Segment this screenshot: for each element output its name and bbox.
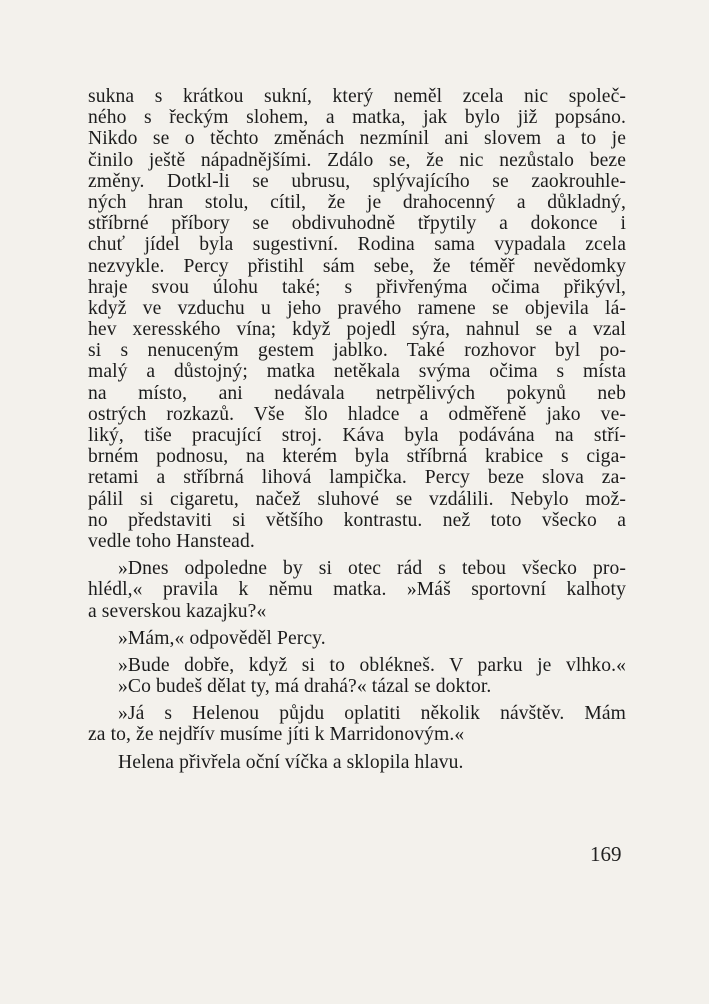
text-line: na místo, ani nedávala netrpělivých pokynů neb	[88, 382, 626, 404]
text-line: ostrých rozkazů. Vše šlo hladce a odměřeně jako ve-	[88, 403, 626, 425]
text-line: malý a důstojný; matka netěkala svýma očima s místa	[88, 361, 626, 383]
paragraph	[88, 628, 626, 649]
paragraph	[88, 655, 626, 676]
text-line: brném podnosu, na kterém byla stříbrná krabice s ciga-	[88, 446, 626, 468]
paragraph	[88, 558, 626, 622]
text-line: »Co budeš dělat ty, má drahá?« tázal se doktor.	[118, 676, 492, 698]
text-line: sukna s krátkou sukní, který neměl zcela nic společ-	[88, 86, 626, 107]
text-line: no představiti si většího kontrastu. než toto všecko a	[88, 509, 626, 531]
text-line: činilo ještě nápadnějšími. Zdálo se, že nic nezůstalo beze	[88, 149, 626, 171]
text-line: »Bude dobře, když si to oblékneš. V parku je vlhko.«	[118, 654, 626, 676]
text-line: si s nenuceným gestem jablko. Také rozhovor byl po-	[88, 340, 626, 362]
text-line: když ve vzduchu u jeho pravého ramene se objevila lá-	[88, 297, 626, 319]
text-line: vedle toho Hanstead.	[88, 530, 255, 552]
text-line: nezvykle. Percy přistihl sám sebe, že téměř nevědomky	[88, 255, 626, 277]
paragraph	[88, 703, 626, 745]
text-line: a severskou kazajku?«	[88, 600, 267, 622]
text-line: za to, že nejdřív musíme jíti k Marridonovým.«	[88, 724, 465, 746]
text-line: změny. Dotkl-li se ubrusu, splývajícího se zaokrouhle-	[88, 170, 626, 192]
text-line: »Dnes odpoledne by si otec rád s tebou všecko pro-	[118, 558, 626, 580]
text-line: ných hran stolu, cítil, že je drahocenný a důkladný,	[88, 191, 626, 213]
body-text	[88, 86, 626, 773]
paragraph	[88, 86, 626, 552]
text-line: ného s řeckým slohem, a matka, jak bylo již popsáno.	[88, 107, 626, 129]
paragraph	[88, 752, 626, 773]
text-line: »Mám,« odpověděl Percy.	[118, 627, 326, 649]
text-line: hlédl,« pravila k němu matka. »Máš sportovní kalhoty	[88, 579, 626, 601]
text-line: retami a stříbrná lihová lampička. Percy beze slova za-	[88, 467, 626, 489]
text-line: Helena přivřela oční víčka a sklopila hlavu.	[118, 751, 464, 773]
page-number: 169	[590, 842, 622, 866]
text-line: hraje svou úlohu také; s přivřenýma očima přikývl,	[88, 276, 626, 298]
text-line: hev xeresského vína; když pojedl sýra, nahnul se a vzal	[88, 319, 626, 341]
text-line: pálil si cigaretu, načež sluhové se vzdálili. Nebylo mož-	[88, 488, 626, 510]
text-line: liký, tiše pracující stroj. Káva byla podávána na stří-	[88, 425, 626, 446]
paragraph	[88, 676, 626, 697]
text-line: stříbrné příbory se obdivuhodně třpytily a dokonce i	[88, 213, 626, 235]
text-line: Nikdo se o těchto změnách nezmínil ani slovem a to je	[88, 128, 626, 150]
text-line: chuť jídel byla sugestivní. Rodina sama vypadala zcela	[88, 234, 626, 256]
text-line: »Já s Helenou půjdu oplatiti několik návštěv. Mám	[118, 703, 626, 725]
